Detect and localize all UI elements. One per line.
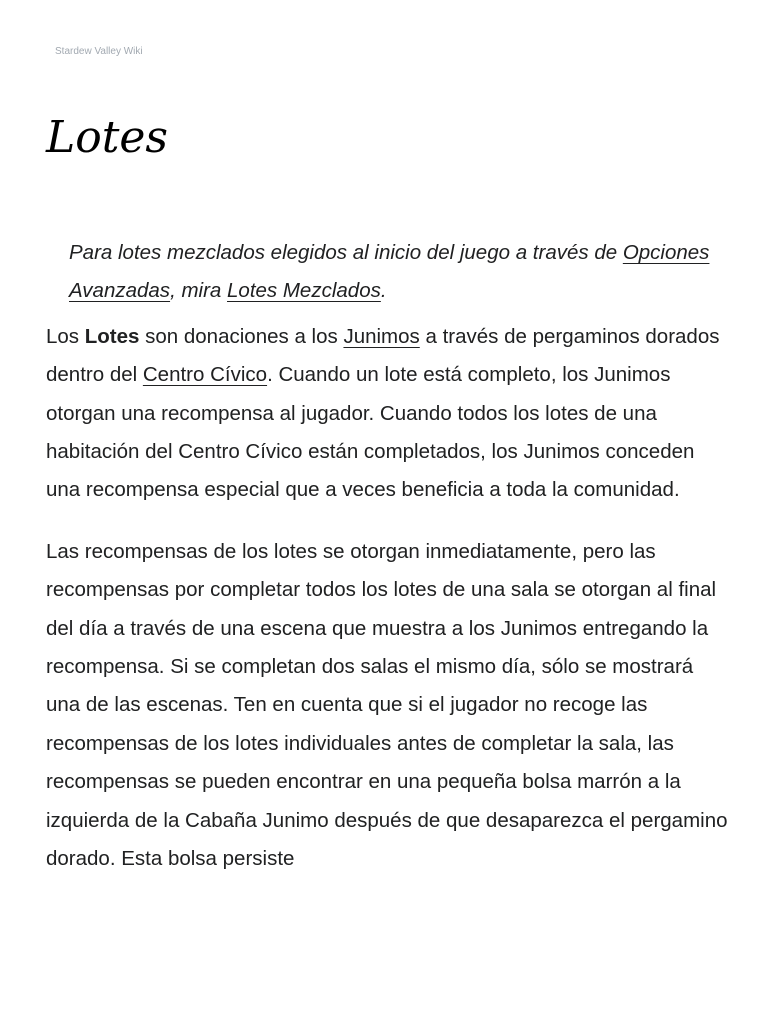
site-name[interactable]: Stardew Valley Wiki — [55, 46, 143, 57]
para1-text-3: a través de pergaminos dorados dentro del — [46, 324, 720, 387]
page-title: Lotes — [46, 112, 169, 163]
article-content — [46, 234, 728, 902]
para1-text-4: . Cuando un lote está completo, los Junimos otorgan una recompensa al jugador. Cuando todos los lotes de una habitación del Centro Cívico están completados, los Junimos conceden una recompensa especial que a veces beneficia a toda la comunidad. — [46, 363, 695, 502]
link-junimos[interactable]: Junimos — [343, 324, 420, 348]
hatnote-text-1: Para lotes mezclados elegidos al inicio del juego a través de — [69, 241, 623, 264]
link-centro-civico[interactable]: Centro Cívico — [142, 363, 268, 387]
para1-bold-term: Lotes — [84, 324, 140, 348]
paragraph-2: Las recompensas de los lotes se otorgan inmediatamente, pero las recompensas por completar todos los lotes de una sala se otorgan al final del día a través de una escena que muestra a los Junimos entregando la recompensa. Si se completan dos salas el mismo día, sólo se mostrará una de las escenas. Ten en cuenta que si el jugador no recoge las recompensas de los lotes individuales antes de completar la sala, las recompensas se pueden encontrar en una pequeña bolsa marrón a la izquierda de la Cabaña Junimo después de que desaparezca el pergamino dorado. Esta bolsa persiste — [46, 539, 728, 871]
para1-text-2: son donaciones a los — [139, 324, 344, 348]
hatnote — [46, 234, 728, 311]
hatnote-text-3: . — [380, 279, 387, 303]
link-opciones-avanzadas[interactable]: Opciones Avanzadas — [69, 241, 710, 303]
para1-text-1: Los — [46, 324, 85, 348]
paragraph-1 — [46, 318, 728, 510]
hatnote-text-2: , mira — [170, 279, 228, 303]
link-lotes-mezclados[interactable]: Lotes Mezclados — [227, 279, 381, 303]
